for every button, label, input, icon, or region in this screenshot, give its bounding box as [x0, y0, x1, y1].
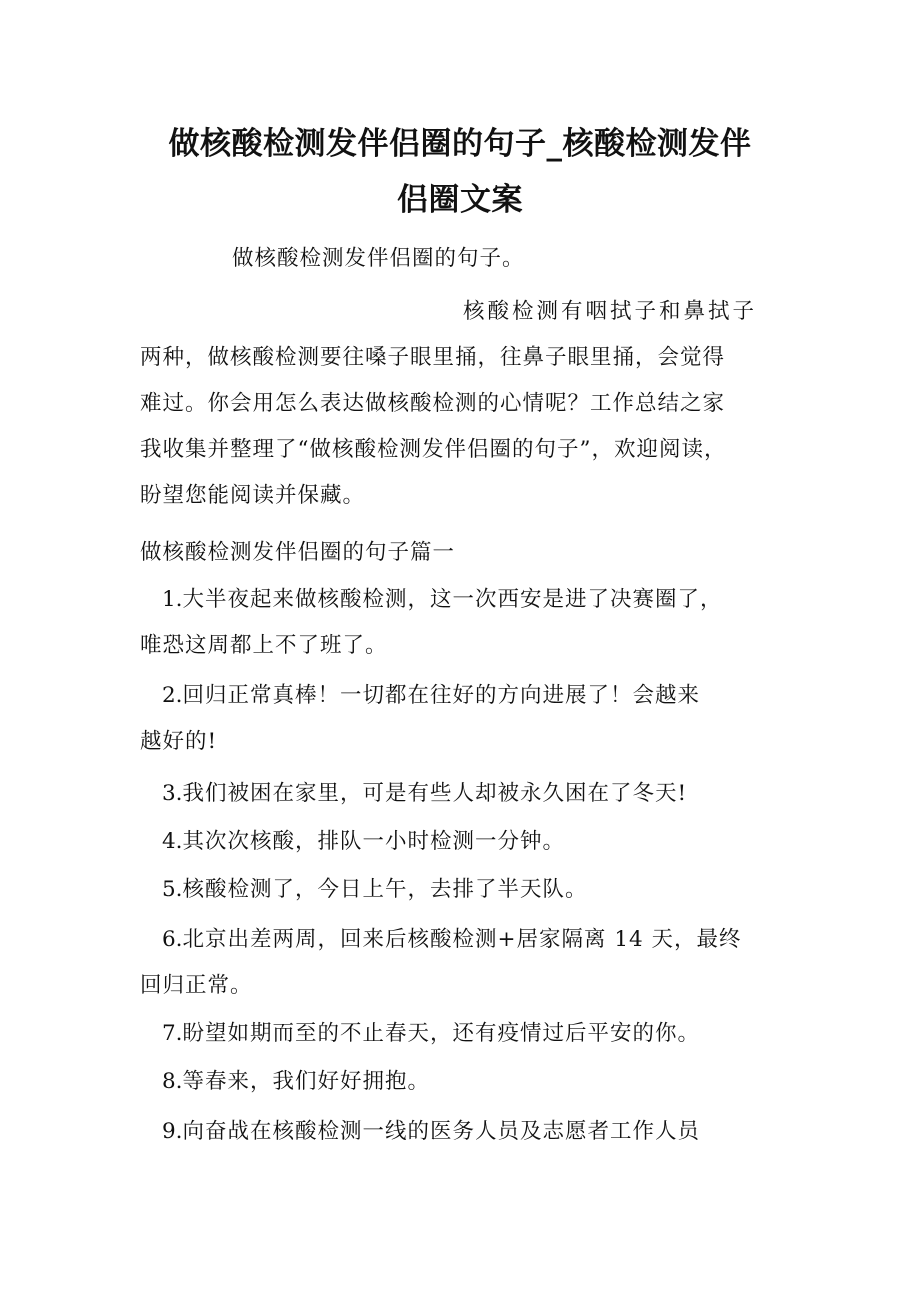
item-text: 唯恐这周都上不了班了。	[140, 633, 388, 658]
item-text: 我们被困在家里，可是有些人却被永久困在了冬天!	[182, 781, 688, 806]
item-number: 7.	[162, 1021, 183, 1046]
item-text: 其次次核酸，排队一小时检测一分钟。	[182, 829, 566, 854]
intro-line: 两种，做核酸检测要往嗓子眼里捅，往鼻子眼里捅，会觉得	[140, 345, 726, 370]
item-text: 越好的!	[140, 729, 218, 754]
section-heading: 做核酸检测发伴侣圈的句子篇一	[140, 540, 456, 565]
list-item-5	[140, 867, 785, 913]
item-text: 回归正常。	[140, 973, 253, 998]
subtitle-text: 做核酸检测发伴侣圈的句子。	[232, 246, 525, 271]
item-number: 3.	[162, 781, 183, 806]
item-number: 8.	[162, 1069, 183, 1094]
list-item-4	[140, 819, 785, 865]
item-number: 1.	[162, 587, 183, 612]
item-text: 大半夜起来做核酸检测，这一次西安是进了决赛圈了，	[182, 587, 723, 612]
document-title	[140, 118, 780, 226]
item-text: 等春来，我们好好拥抱。	[182, 1069, 431, 1094]
item-number: 6.	[162, 927, 183, 952]
item-text: 向奋战在核酸检测一线的医务人员及志愿者工作人员	[182, 1119, 701, 1144]
item-number: 4.	[162, 829, 183, 854]
list-item-1	[140, 577, 785, 669]
list-item-9	[140, 1109, 785, 1155]
list-item-8	[140, 1059, 785, 1105]
intro-line: 盼望您能阅读并保藏。	[140, 483, 366, 508]
item-text: 北京出差两周，回来后核酸检测+居家隔离 14 天，最终	[182, 927, 742, 952]
title-line-1: 做核酸检测发伴侣圈的句子_核酸检测发伴	[168, 126, 752, 162]
list-item-2	[140, 673, 785, 765]
list-item-6	[140, 917, 785, 1009]
item-text: 回归正常真棒！一切都在往好的方向进展了！会越来	[182, 683, 701, 708]
intro-line: 核酸检测有咽拭子和鼻拭子	[463, 299, 758, 324]
item-number: 2.	[162, 683, 183, 708]
list-item-7	[140, 1011, 785, 1057]
title-line-2: 侣圈文案	[397, 182, 523, 218]
intro-line: 难过。你会用怎么表达做核酸检测的心情呢？工作总结之家	[140, 391, 726, 416]
intro-paragraph	[140, 289, 785, 519]
item-number: 5.	[162, 877, 183, 902]
item-text: 核酸检测了，今日上午，去排了半天队。	[182, 877, 588, 902]
item-number: 9.	[162, 1119, 183, 1144]
item-text: 盼望如期而至的不止春天，还有疫情过后平安的你。	[182, 1021, 701, 1046]
list-item-3	[140, 771, 785, 817]
intro-line: 我收集并整理了“做核酸检测发伴侣圈的句子”，欢迎阅读，	[140, 437, 727, 462]
